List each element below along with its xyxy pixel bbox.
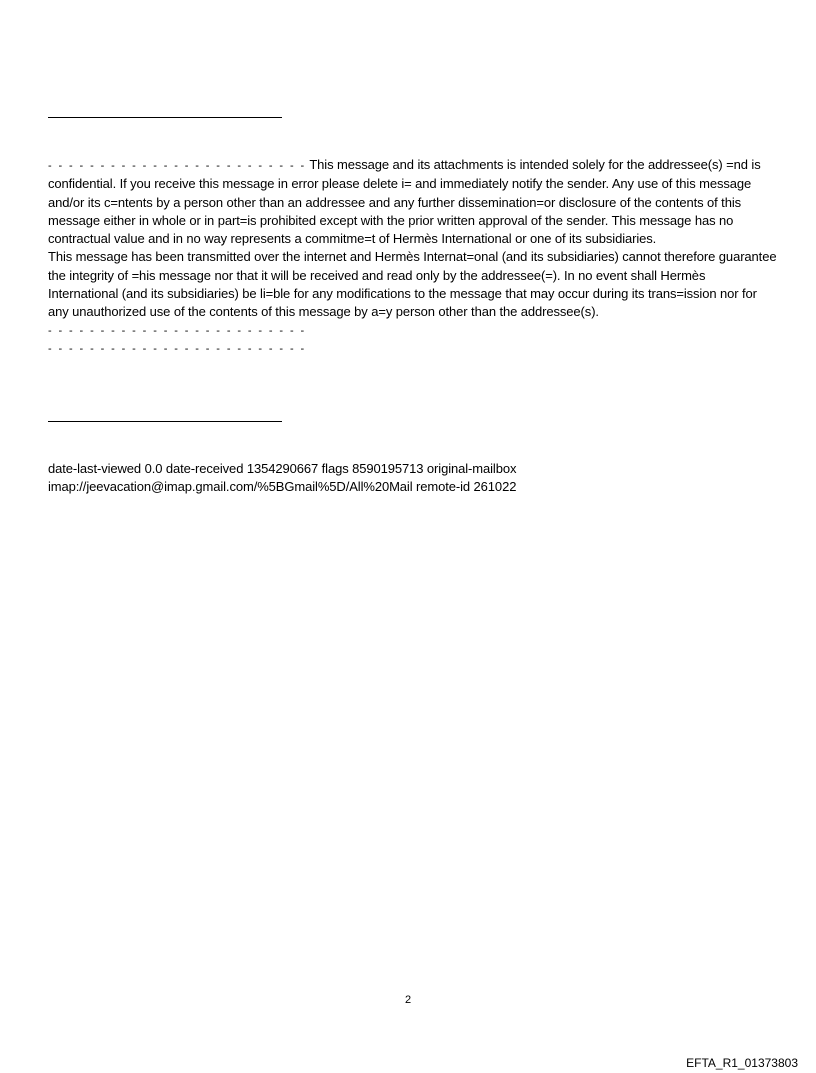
separator-rule-middle: [48, 421, 282, 422]
disclaimer-text-1: This message and its attachments is intended solely for the addressee(s) =nd is confidential. If you receive this message in error please delete i= and immediately notify the sender. Any use of this message and/or its c=ntents by a person other than an addressee and any further dissemination=or disclosure of the contents of this message either in whole or in part=is prohibited except with the prior written approval of the sender. This message has no contractual value and in no way represents a commitme=t of Hermès International or one of its subsidiaries.: [48, 157, 761, 247]
document-id: EFTA_R1_01373803: [686, 1056, 798, 1070]
disclaimer-trailing-dashes-2: - - - - - - - - - - - - - - - - - - - - - - - - -: [48, 342, 307, 355]
disclaimer-paragraph-1: [48, 156, 778, 248]
disclaimer-lead-dashes: - - - - - - - - - - - - - - - - - - - - - - - - -: [48, 160, 307, 172]
metadata-line-1: date-last-viewed 0.0 date-received 1354290667 flags 8590195713 original-mailbox: [48, 461, 517, 476]
confidentiality-disclaimer: [48, 156, 778, 358]
disclaimer-paragraph-2: This message has been transmitted over the internet and Hermès Internat=onal (and its subsidiaries) cannot therefore guarantee the integrity of =his message nor that it will be received and read only by the addressee(=). In no event shall Hermès International (and its subsidiaries) be li=ble for any modifications to the message that may occur during its trans=ission nor for any unauthorized use of the contents of this message by a=y person other than the addressee(s).: [48, 249, 777, 320]
page-number: 2: [404, 994, 412, 1006]
metadata-line-2: imap://jeevacation@imap.gmail.com/%5BGmail%5D/All%20Mail remote-id 261022: [48, 479, 517, 495]
message-metadata: [48, 460, 778, 497]
disclaimer-trailing-dashes-1: - - - - - - - - - - - - - - - - - - - - - - - - -: [48, 324, 307, 337]
separator-rule-top: [48, 117, 282, 118]
